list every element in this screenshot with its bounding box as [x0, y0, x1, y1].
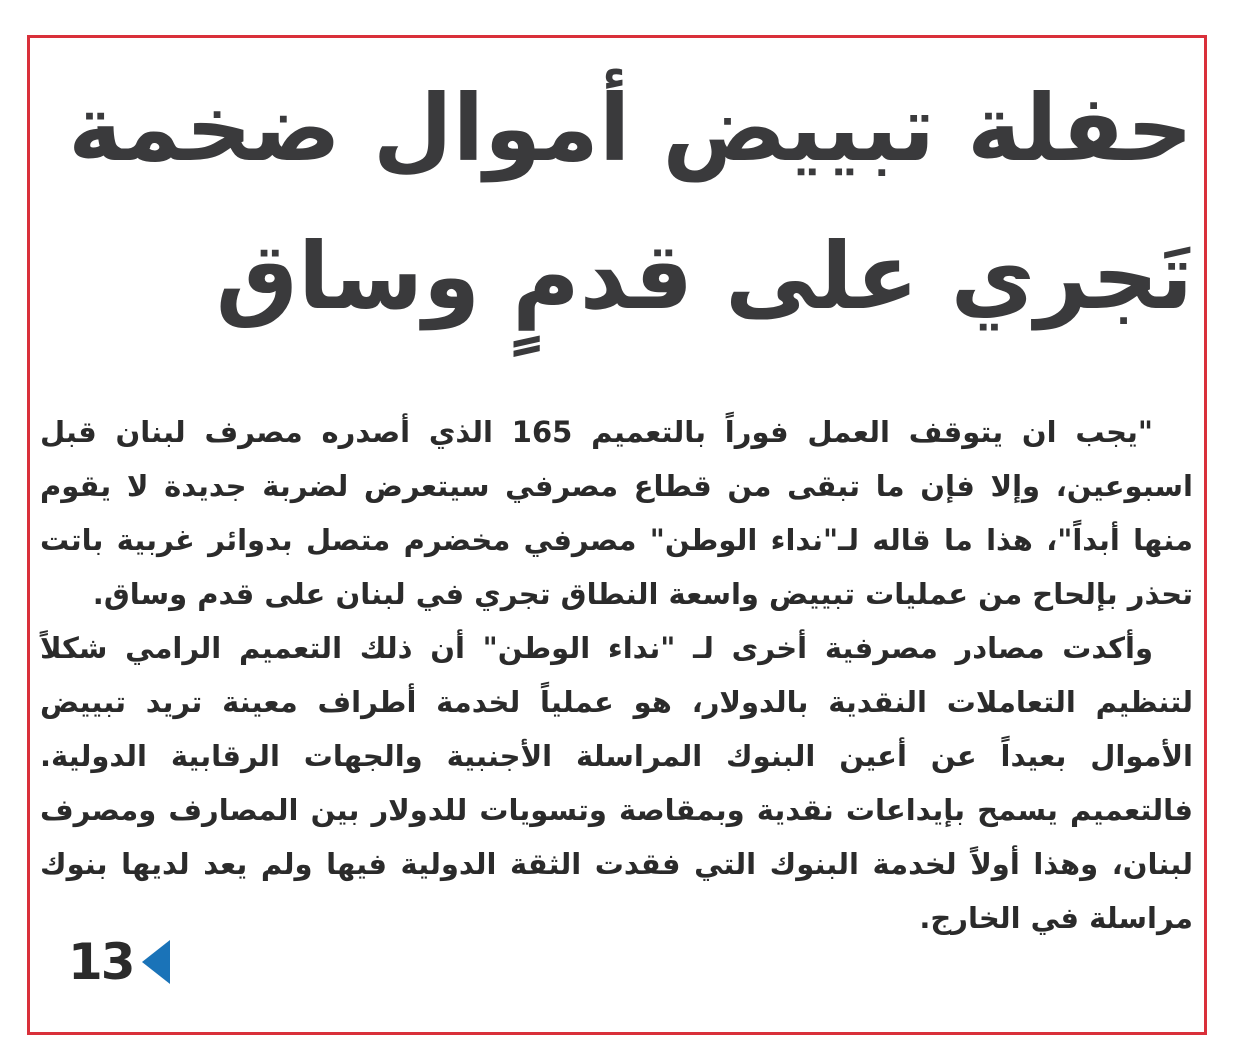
article-paragraph-2: وأكدت مصادر مصرفية أخرى لـ "نداء الوطن" أن ذلك التعميم الرامي شكلاً لتنظيم التعاملات النقدية بالدولار، هو عملياً لخدمة أطراف معينة تريد تبييض الأموال بعيداً عن أعين البنوك المراسلة الأجنبية والجهات الرقابية الدولية. فالتعميم يسمح بإيداعات نقدية وبمقاصة وتسويات للدولار بين المصارف ومصرف لبنان، وهذا أولاً لخدمة البنوك التي فقدت الثقة الدولية فيها ولم يعد لديها بنوك مراسلة في الخارج.	[40, 631, 1193, 935]
article-paragraph-1: "يجب ان يتوقف العمل فوراً بالتعميم 165 الذي أصدره مصرف لبنان قبل اسبوعين، وإلا فإن ما تبقى من قطاع مصرفي سيتعرض لضربة جديدة لا يقوم منها أبداً"، هذا ما قاله لـ"نداء الوطن" مصرفي مخضرم متصل بدوائر غربية باتت تحذر بإلحاح من عمليات تبييض واسعة النطاق تجري في لبنان على قدم وساق.	[40, 415, 1193, 611]
article-body	[40, 405, 1193, 945]
headline-line-1: حفلة تبييض أموال ضخمة	[68, 75, 1193, 182]
headline-line-2: تَجري على قدمٍ وساق	[215, 223, 1193, 330]
article-headline	[68, 55, 1193, 351]
triangle-left-icon	[142, 940, 170, 984]
page-number: 13	[68, 933, 134, 991]
page-marker	[68, 935, 170, 989]
